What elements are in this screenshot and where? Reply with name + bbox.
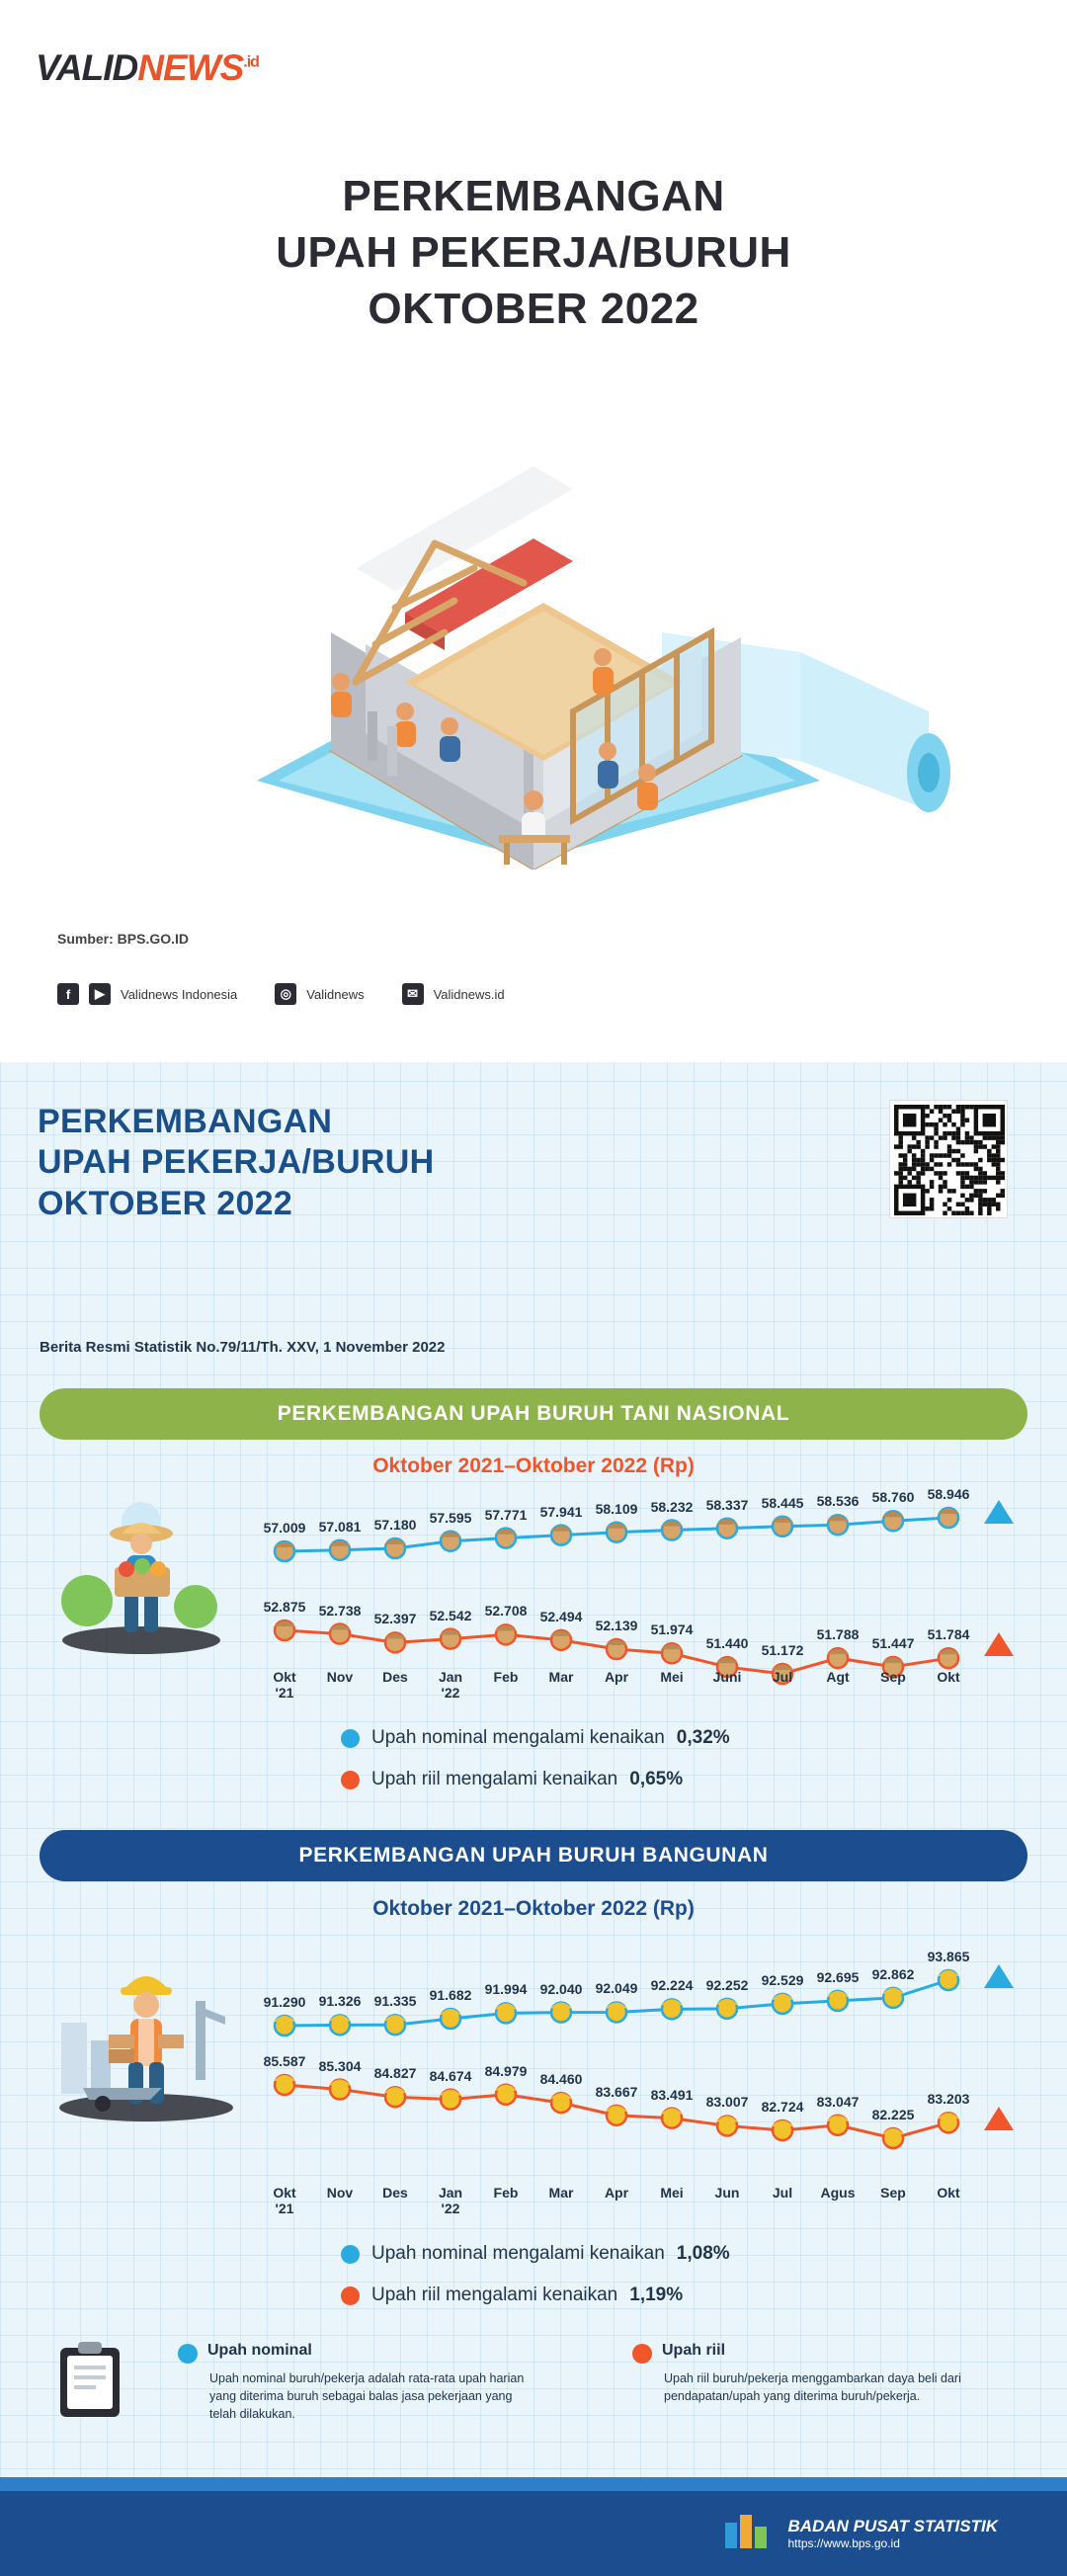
point-label: 92.695 xyxy=(816,1968,860,1985)
point-label: 57.941 xyxy=(539,1503,583,1520)
bottom-section xyxy=(0,1062,1067,2576)
page-title-line1: PERKEMBANGAN xyxy=(342,172,725,220)
note-title-riil: Upah riil xyxy=(662,2342,726,2359)
point-label: 83.007 xyxy=(705,2094,749,2111)
axis-tick-label: Nov xyxy=(326,2185,354,2201)
builder-illustration xyxy=(47,1932,245,2129)
twitter-icon[interactable]: ✉ xyxy=(402,983,424,1005)
section1-period: Oktober 2021–Oktober 2022 (Rp) xyxy=(372,1454,695,1477)
point-label: 92.040 xyxy=(539,1980,583,1997)
chart-farm-axis xyxy=(247,1670,1027,1717)
point-label: 51.974 xyxy=(650,1621,694,1638)
point-label: 85.304 xyxy=(318,2057,362,2074)
facebook-icon[interactable]: f xyxy=(57,983,79,1005)
top-section xyxy=(0,0,1067,1062)
point-label: 84.674 xyxy=(429,2067,472,2084)
legend-value-nominal-2: 1,08% xyxy=(676,2243,730,2264)
point-label: 51.784 xyxy=(927,1626,970,1643)
axis-tick-label: Jul xyxy=(772,1669,793,1685)
note-title-nominal: Upah nominal xyxy=(207,2342,312,2359)
axis-tick-label: Sep xyxy=(880,2185,906,2201)
point-label: 84.979 xyxy=(484,2062,528,2079)
chart-build-labels xyxy=(247,1937,1027,2174)
point-label: 57.180 xyxy=(373,1516,417,1533)
section2-legend-nominal xyxy=(341,2243,730,2265)
axis-tick-label: Mar xyxy=(548,1669,574,1685)
legend-text-nominal-2: Upah nominal mengalami kenaikan xyxy=(371,2243,665,2264)
note-text-riil: Upah riil buruh/pekerja menggambarkan daya beli dari pendapatan/upah yang diterima buruh/pekerja. xyxy=(664,2371,961,2404)
point-label: 93.865 xyxy=(927,1949,970,1964)
youtube-icon[interactable]: ▶ xyxy=(89,983,111,1005)
point-label: 91.682 xyxy=(429,1986,472,2003)
axis-tick-label: Apr xyxy=(604,1669,629,1685)
bps-logo-icon xyxy=(723,2511,775,2556)
bottom-title-line3: OKTOBER 2022 xyxy=(38,1184,293,1222)
source-text: Sumber: BPS.GO.ID xyxy=(57,931,190,947)
social-label-twitter: Validnews.id xyxy=(433,986,505,1002)
point-label: 58.946 xyxy=(927,1486,970,1502)
legend-text-riil-2: Upah riil mengalami kenaikan xyxy=(371,2285,618,2305)
point-label: 52.397 xyxy=(373,1611,417,1627)
point-label: 83.047 xyxy=(816,2093,860,2110)
point-label: 58.337 xyxy=(705,1496,749,1513)
axis-tick-label: Sep xyxy=(880,1669,906,1685)
point-label: 91.326 xyxy=(318,1993,362,2010)
axis-tick-label: Apr xyxy=(604,2185,629,2201)
legend-value-nominal: 0,32% xyxy=(676,1727,730,1748)
point-label: 57.081 xyxy=(318,1518,362,1535)
note-dot-nominal xyxy=(178,2344,198,2364)
axis-tick-label: Jan '22 xyxy=(438,2185,463,2216)
axis-tick-label: Jul xyxy=(772,2185,793,2201)
section1-legend-riil xyxy=(341,1769,683,1790)
legend-dot-nominal xyxy=(341,1729,360,1748)
logo-id-text: .id xyxy=(243,53,259,71)
point-label: 83.203 xyxy=(927,2091,970,2108)
footer-url: https://www.bps.go.id xyxy=(787,2536,900,2551)
footer-name: BADAN PUSAT STATISTIK xyxy=(787,2516,998,2535)
note-text-nominal: Upah nominal buruh/pekerja adalah rata-rata upah harian yang diterima buruh sebagai balas jasa pekerjaan yang telah dilakukan. xyxy=(209,2371,525,2422)
footer-text xyxy=(788,2516,999,2551)
axis-tick-label: Okt '21 xyxy=(273,1669,296,1701)
point-label: 85.587 xyxy=(263,2053,306,2069)
axis-tick-label: Okt xyxy=(937,2185,960,2201)
axis-tick-label: Feb xyxy=(493,1669,519,1685)
section2-period: Oktober 2021–Oktober 2022 (Rp) xyxy=(372,1897,695,1920)
footer-bar xyxy=(0,2491,1067,2576)
point-label: 52.542 xyxy=(429,1607,472,1623)
legend-value-riil: 0,65% xyxy=(629,1769,684,1789)
social-bar xyxy=(57,983,505,1005)
point-label: 91.335 xyxy=(373,1993,417,2010)
point-label: 57.595 xyxy=(429,1509,472,1526)
legend-dot-riil xyxy=(341,1771,360,1789)
bottom-subtitle: Berita Resmi Statistik No.79/11/Th. XXV, 1 November 2022 xyxy=(40,1339,446,1356)
axis-tick-label: Mei xyxy=(660,2185,684,2201)
section2-legend-riil xyxy=(341,2285,683,2306)
point-label: 92.224 xyxy=(650,1977,694,1994)
point-label: 83.667 xyxy=(595,2083,638,2100)
bottom-title-line1: PERKEMBANGAN xyxy=(38,1103,333,1140)
logo-news-text: NEWS xyxy=(137,47,244,88)
axis-tick-label: Des xyxy=(382,1669,408,1685)
instagram-icon[interactable]: ◎ xyxy=(275,983,296,1005)
legend-text-riil: Upah riil mengalami kenaikan xyxy=(371,1769,618,1789)
point-label: 51.788 xyxy=(816,1626,860,1643)
axis-tick-label: Mei xyxy=(660,1669,684,1685)
page-title-line2: UPAH PEKERJA/BURUH xyxy=(276,228,791,278)
point-label: 51.440 xyxy=(705,1635,749,1652)
point-label: 58.536 xyxy=(816,1493,860,1510)
point-label: 84.827 xyxy=(373,2065,417,2082)
section1-band: PERKEMBANGAN UPAH BURUH TANI NASIONAL xyxy=(40,1388,1027,1440)
clipboard-icon xyxy=(54,2340,125,2421)
axis-tick-label: Agt xyxy=(826,1669,850,1685)
point-label: 52.875 xyxy=(263,1599,306,1615)
validnews-logo xyxy=(36,47,259,89)
page-title xyxy=(0,168,1067,338)
point-label: 84.460 xyxy=(539,2071,583,2088)
social-label-facebook: Validnews Indonesia xyxy=(121,986,238,1002)
axis-tick-label: Jun xyxy=(714,2185,740,2201)
construction-illustration xyxy=(109,385,958,870)
bottom-title xyxy=(38,1102,434,1224)
point-label: 83.491 xyxy=(650,2086,694,2103)
point-label: 58.760 xyxy=(871,1489,915,1506)
farmer-illustration xyxy=(47,1482,235,1660)
point-label: 52.494 xyxy=(539,1608,583,1624)
note-dot-riil xyxy=(632,2344,652,2364)
point-label: 58.232 xyxy=(650,1498,694,1515)
point-label: 58.109 xyxy=(595,1500,638,1517)
point-label: 92.252 xyxy=(705,1976,749,1993)
axis-tick-label: Nov xyxy=(326,1669,354,1685)
logo-valid-text: VALID xyxy=(36,47,138,88)
section2-band: PERKEMBANGAN UPAH BURUH BANGUNAN xyxy=(40,1830,1027,1881)
point-label: 91.994 xyxy=(484,1981,528,1998)
legend-value-riil-2: 1,19% xyxy=(629,2285,684,2305)
point-label: 57.771 xyxy=(484,1506,528,1523)
point-label: 52.139 xyxy=(595,1618,638,1634)
point-label: 92.529 xyxy=(761,1971,804,1988)
point-label: 57.009 xyxy=(263,1520,306,1536)
section1-legend-nominal xyxy=(341,1727,730,1749)
point-label: 51.447 xyxy=(871,1634,915,1651)
chart-build-axis xyxy=(247,2186,1027,2233)
axis-tick-label: Jan '22 xyxy=(438,1669,463,1701)
axis-tick-label: Feb xyxy=(493,2185,519,2201)
point-label: 82.724 xyxy=(761,2098,804,2115)
point-label: 82.225 xyxy=(871,2107,915,2122)
axis-tick-label: Juni xyxy=(712,1669,742,1685)
legend-dot-nominal-2 xyxy=(341,2245,360,2264)
point-label: 92.049 xyxy=(595,1980,638,1997)
axis-tick-label: Okt '21 xyxy=(273,2185,296,2216)
axis-tick-label: Okt xyxy=(937,1669,960,1685)
point-label: 52.738 xyxy=(318,1602,362,1619)
axis-tick-label: Des xyxy=(382,2185,408,2201)
axis-tick-label: Mar xyxy=(548,2185,574,2201)
qr-code[interactable] xyxy=(889,1100,1008,1218)
legend-dot-riil-2 xyxy=(341,2286,360,2305)
point-label: 51.172 xyxy=(761,1642,804,1658)
social-label-instagram: Validnews xyxy=(306,986,365,1002)
axis-tick-label: Agus xyxy=(820,2185,856,2201)
point-label: 92.862 xyxy=(871,1965,915,1982)
point-label: 91.290 xyxy=(263,1994,306,2010)
footer-strip xyxy=(0,2477,1067,2491)
point-label: 52.708 xyxy=(484,1603,528,1620)
bottom-title-line2: UPAH PEKERJA/BURUH xyxy=(38,1143,435,1182)
page-title-line3: OKTOBER 2022 xyxy=(368,285,699,334)
legend-text-nominal: Upah nominal mengalami kenaikan xyxy=(371,1727,665,1748)
point-label: 58.445 xyxy=(761,1494,804,1511)
